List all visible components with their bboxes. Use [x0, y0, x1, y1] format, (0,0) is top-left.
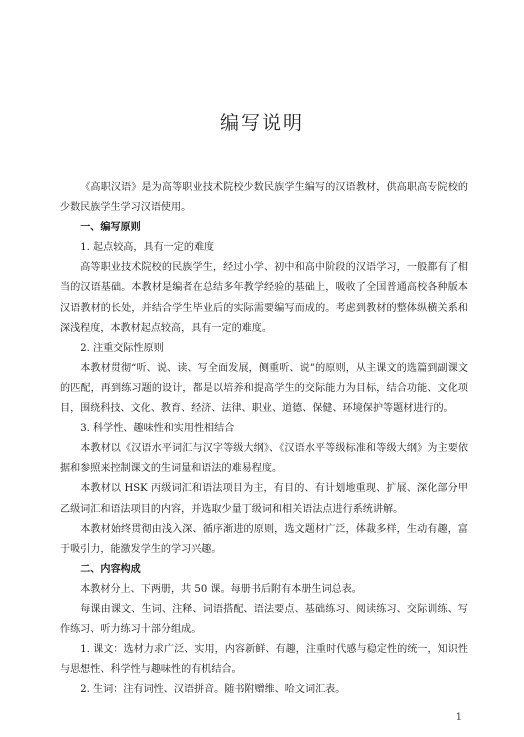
paragraph-3c: 本教材始终贯彻由浅入深、循序渐进的原则，选文题材广泛，体裁多样，生动有趣，富于吸引力，能激发学生的学习兴趣。 — [60, 523, 468, 555]
page-title: 编写说明 — [219, 112, 304, 134]
content-paragraph-1: 本教材分上、下两册，共 50 课。每册书后附有本册生词总表。 — [80, 583, 362, 595]
paragraph-3b: 本教材以 HSK 丙级词汇和语法项目为主，有目的、有计划地重现、扩展、深化部分甲乙级词汇和语法项目的内容，并选取少量丁级词和相关语法点进行系统讲解。 — [60, 483, 468, 515]
content-item-2: 2. 生词：注有词性、汉语拼音。随书附赠维、哈文词汇表。 — [80, 684, 346, 696]
subheading-2: 2. 注重交际性原则 — [80, 342, 164, 354]
section-heading-principles: 一、编写原则 — [80, 222, 141, 234]
paragraph-3a: 本教材以《汉语水平词汇与汉字等级大纲》、《汉语水平等级标准和等级大纲》为主要依据和参照来控制课文的生词量和语法的难易程度。 — [60, 443, 468, 475]
content-item-1: 1. 课文：选材力求广泛、实用，内容新鲜、有趣，注重时代感与稳定性的统一，知识性与思想性、科学性与趣味性的有机结合。 — [60, 644, 468, 676]
page-number: 1 — [455, 712, 462, 723]
subheading-3: 3. 科学性、趣味性和实用性相结合 — [80, 423, 235, 435]
content-paragraph-2: 每课由课文、生词、注释、词语搭配、语法要点、基础练习、阅读练习、交际训练、写作练习、听力练习十部分组成。 — [60, 603, 468, 636]
section-heading-content: 二、内容构成 — [80, 563, 141, 575]
paragraph-1: 高等职业技术院校的民族学生，经过小学、初中和高中阶段的汉语学习，一般都有了相当的汉语基础。本教材是编者在总结多年教学经验的基础上，吸收了全国普通高校各种版本汉语教材的长处，并结合学生毕业后的实际需要编写而成的。考虑到教材的整体纵横关系和深浅程度，本教材起点较高，具有一定的难度。 — [60, 262, 468, 334]
subheading-1: 1. 起点较高，具有一定的难度 — [80, 242, 215, 254]
paragraph-2: 本教材贯彻“听、说、读、写全面发展，侧重听、说”的原则，从主课文的选篇到副课文的匹配，再到练习题的设计，都是以培养和提高学生的交际能力为目标，结合功能、文化项目，围绕科技、文化、教育、经济、法律、职业、道德、保健、环境保护等题材进行的。 — [60, 362, 468, 415]
intro-paragraph: 《高职汉语》是为高等职业技术院校少数民族学生编写的汉语教材，供高职高专院校的少数民族学生学习汉语使用。 — [60, 182, 468, 214]
document-body — [60, 178, 468, 700]
